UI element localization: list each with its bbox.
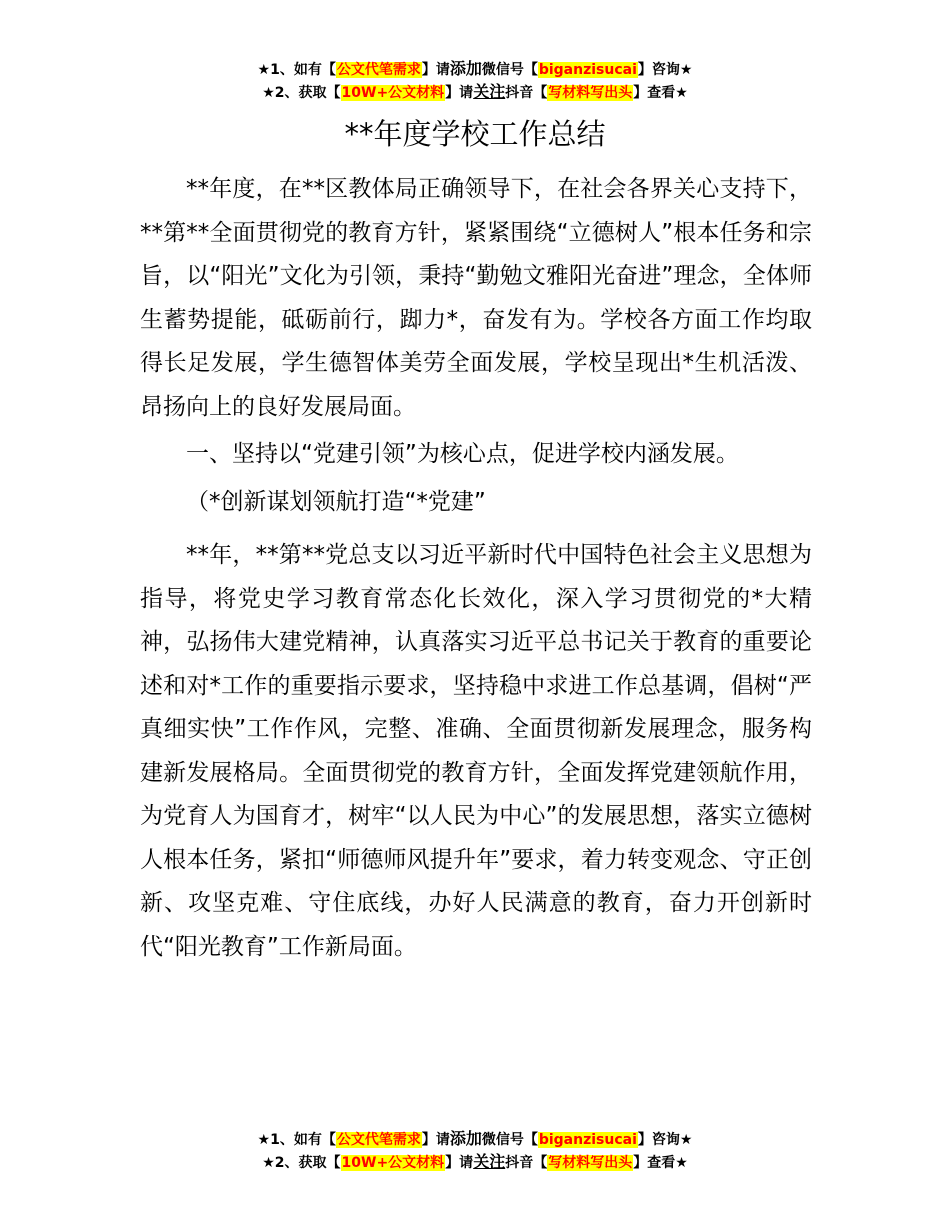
ad-highlight-douyin: 写材料写出头 [548, 85, 633, 101]
ad-highlight-materials: 10W+公文材料 [341, 85, 445, 101]
ad-text: 】查看★ [633, 85, 688, 101]
ad-emphasis: 添加 [449, 1129, 482, 1148]
header-ad-banner [0, 58, 950, 104]
ad-text: 微信号【 [481, 1132, 538, 1148]
ad-text: 】请 [421, 1132, 450, 1148]
ad-emphasis: 关注 [473, 1152, 506, 1171]
ad-text: 微信号【 [481, 62, 538, 78]
ad-highlight-service: 公文代笔需求 [336, 62, 421, 78]
ad-text: ★1、如有【 [257, 1132, 336, 1148]
footer-ad-banner [0, 1128, 950, 1174]
ad-text: 】请 [445, 85, 474, 101]
header-ad-line-1 [0, 58, 950, 81]
paragraph-party-building: **年，**第**党总支以习近平新时代中国特色社会主义思想为指导，将党史学习教育常态化长效化，深入学习贯彻党的*大精神，弘扬伟大建党精神，认真落实习近平总书记关于教育的重要论述和对*工作的重要指示要求，坚持稳中求进工作总基调，倡树“严真细实快”工作作风，完整、准确、全面贯彻新发展理念，服务构建新发展格局。全面贯彻党的教育方针，全面发挥党建领航作用，为党育人为国育才，树牢“以人民为中心”的发展思想，落实立德树人根本任务，紧扣“师德师风提升年”要求，着力转变观念、守正创新、攻坚克难、守住底线，办好人民满意的教育，奋力开创新时代“阳光教育”工作新局面。 [140, 542, 812, 960]
ad-text: ★2、获取【 [262, 85, 341, 101]
ad-text: 】咨询★ [637, 1132, 693, 1148]
document-title: **年度学校工作总结 [344, 117, 606, 151]
ad-highlight-wechat-id: biganzisucai [538, 62, 637, 78]
ad-text: 抖音【 [505, 85, 548, 101]
ad-text: 】咨询★ [637, 62, 693, 78]
paragraph-intro: **年度，在**区教体局正确领导下，在社会各界关心支持下，**第**全面贯彻党的教育方针，紧紧围绕“立德树人”根本任务和宗旨，以“阳光”文化为引领，秉持“勤勉文雅阳光奋进”理念，全体师生蓄势提能，砥砺前行，踋力*，奋发有为。学校各方面工作均取得长足发展，学生德智体美劳全面发展，学校呈现出*生机活泼、昂扬向上的良好发展局面。 [140, 176, 812, 420]
section-heading-1: 一、坚持以“党建引领”为核心点，促进学校内涵发展。 [186, 441, 739, 467]
ad-text: 】请 [421, 62, 450, 78]
ad-highlight-douyin: 写材料写出头 [548, 1155, 633, 1171]
ad-text: ★2、获取【 [262, 1155, 341, 1171]
subsection-heading-1: （*创新谋划领航打造“*党建” [186, 488, 486, 515]
ad-emphasis: 添加 [449, 59, 482, 78]
ad-highlight-materials: 10W+公文材料 [341, 1155, 445, 1171]
ad-text: 】请 [445, 1155, 474, 1171]
footer-ad-line-1 [0, 1128, 950, 1151]
ad-text: ★1、如有【 [257, 62, 336, 78]
ad-text: 】查看★ [633, 1155, 688, 1171]
ad-text: 抖音【 [505, 1155, 548, 1171]
header-ad-line-2 [0, 81, 950, 104]
ad-highlight-wechat-id: biganzisucai [538, 1132, 637, 1148]
ad-highlight-service: 公文代笔需求 [336, 1132, 421, 1148]
document-body [140, 168, 812, 969]
ad-emphasis: 关注 [473, 82, 506, 101]
footer-ad-line-2 [0, 1151, 950, 1174]
